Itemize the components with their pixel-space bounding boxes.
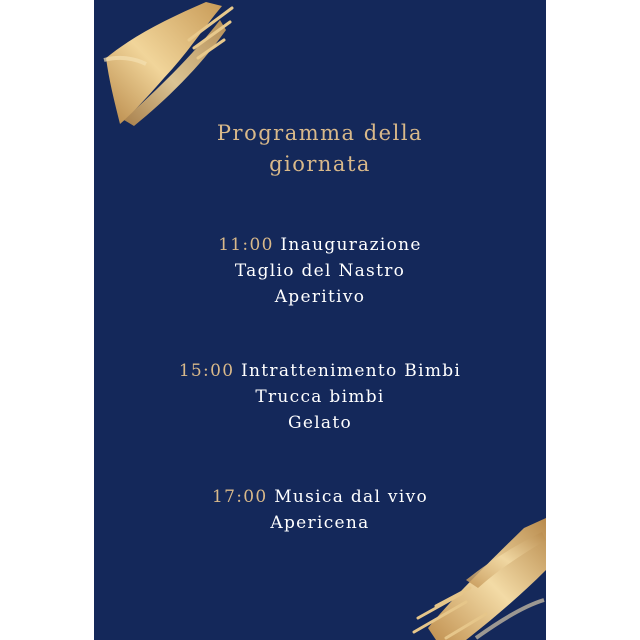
page-title — [94, 118, 546, 180]
schedule-time: 11:00 — [218, 235, 274, 255]
schedule-detail: Gelato — [287, 413, 353, 433]
schedule-item — [94, 232, 546, 310]
schedule-heading — [94, 484, 546, 510]
schedule-heading — [94, 358, 546, 384]
title-line-2: giornata — [269, 152, 371, 176]
schedule-time: 17:00 — [211, 487, 268, 507]
schedule-detail: Aperitivo — [274, 287, 366, 307]
gold-brush-stroke-bottom — [406, 510, 546, 640]
schedule-event: Intrattenimento Bimbi — [241, 361, 462, 381]
schedule-item — [94, 358, 546, 436]
schedule-time: 15:00 — [178, 361, 235, 381]
title-line-1: Programma della — [216, 121, 424, 145]
schedule-detail: Taglio del Nastro — [234, 261, 406, 281]
schedule-detail: Trucca bimbi — [255, 387, 385, 407]
schedule-event: Musica dal vivo — [274, 487, 429, 507]
schedule-event: Inaugurazione — [280, 235, 422, 255]
schedule-detail: Apericena — [270, 513, 370, 533]
gold-brush-stroke-top — [94, 0, 234, 135]
flyer-card — [94, 0, 546, 640]
schedule-heading — [94, 232, 546, 258]
